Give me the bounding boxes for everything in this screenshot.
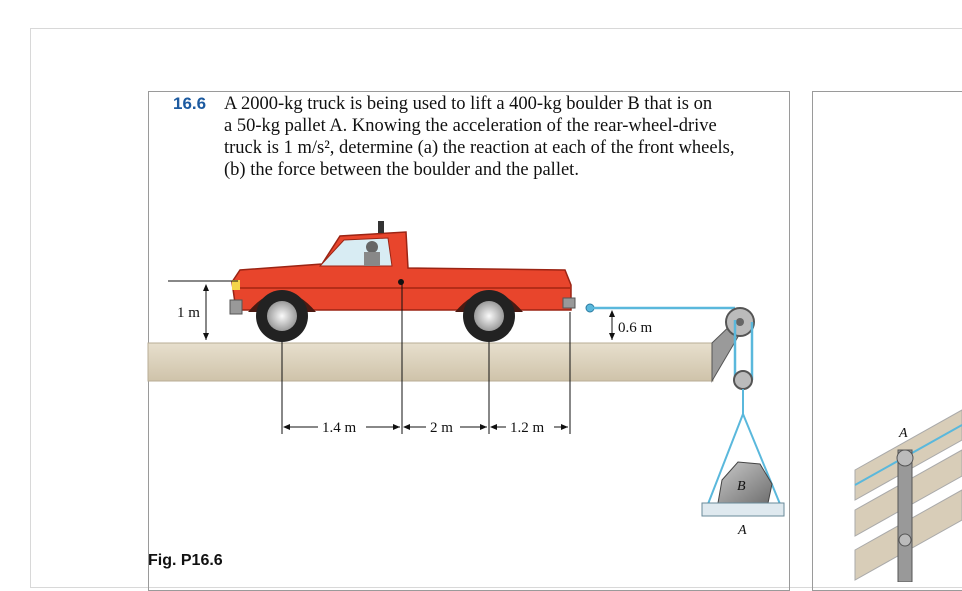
rear-wheel-hub bbox=[474, 301, 504, 331]
driver-body bbox=[364, 252, 380, 266]
problem-line-2: a 50-kg pallet A. Knowing the acceleration of the rear-wheel-drive bbox=[224, 116, 717, 136]
problem-line-3: truck is 1 m/s², determine (a) the reaction at each of the front wheels, bbox=[224, 138, 735, 158]
figure-label: Fig. P16.6 bbox=[148, 552, 223, 569]
dim-height: 1 m bbox=[177, 305, 200, 321]
dim-c: 1.2 m bbox=[510, 420, 545, 436]
dim-b: 2 m bbox=[430, 420, 453, 436]
problem-line-4: (b) the force between the boulder and the pallet. bbox=[224, 160, 579, 180]
rear-bumper bbox=[563, 298, 575, 308]
dim-a: 1.4 m bbox=[322, 420, 357, 436]
label-next-fig: A bbox=[899, 426, 908, 441]
door-handle bbox=[398, 279, 404, 285]
label-boulder: B bbox=[737, 479, 746, 494]
label-pallet: A bbox=[738, 523, 747, 538]
next-figure-partial bbox=[855, 410, 962, 582]
driver-head bbox=[366, 241, 378, 253]
front-wheel-hub bbox=[267, 301, 297, 331]
dim-rope: 0.6 m bbox=[618, 320, 653, 336]
front-bumper bbox=[230, 300, 242, 314]
mirror bbox=[378, 221, 384, 233]
problem-line-1: A 2000-kg truck is being used to lift a 400-kg boulder B that is on bbox=[224, 94, 713, 114]
ground bbox=[148, 343, 713, 381]
fixed-pulley-hub bbox=[736, 318, 744, 326]
moving-pulley bbox=[734, 371, 752, 389]
pallet bbox=[702, 503, 784, 516]
problem-number: 16.6 bbox=[173, 94, 207, 113]
